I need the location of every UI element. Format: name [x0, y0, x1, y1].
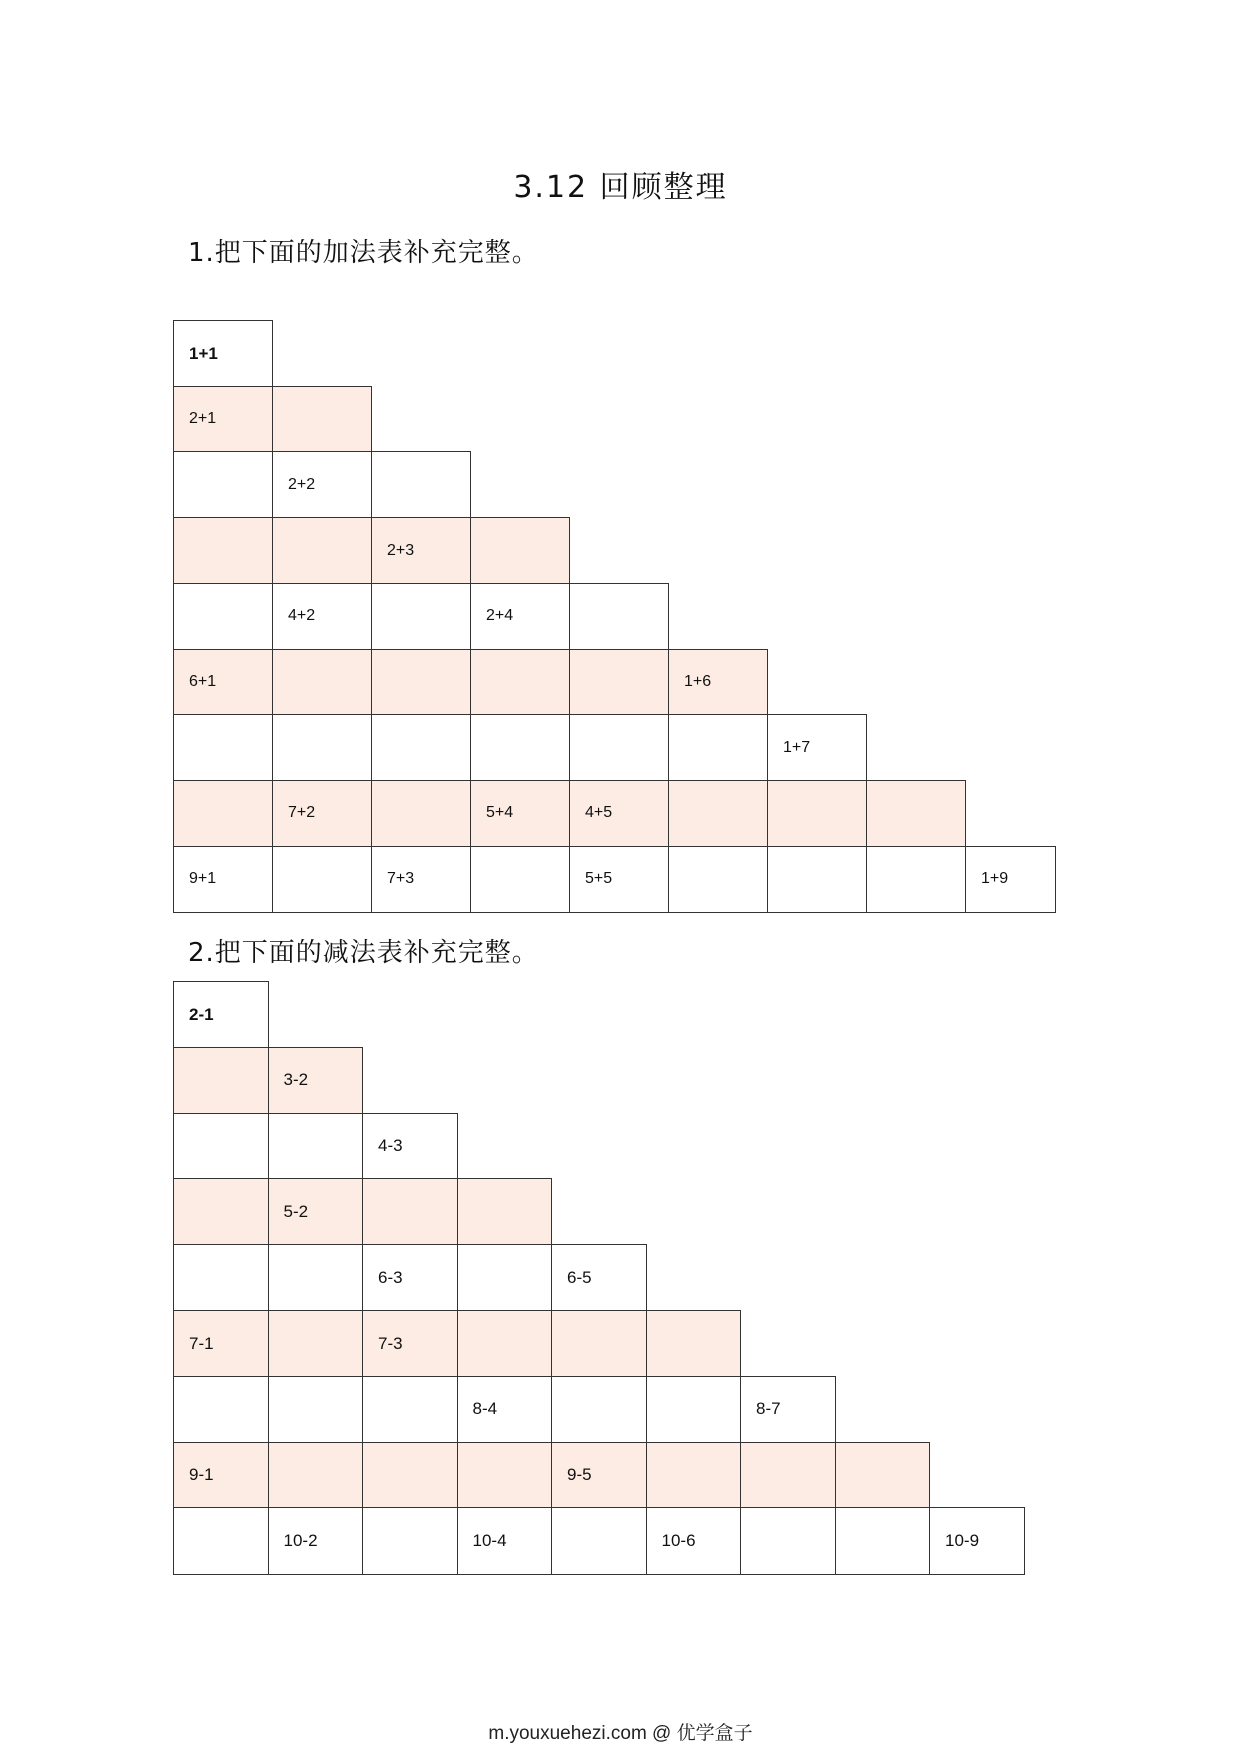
subtraction-cell-r5-c2 — [268, 1244, 364, 1311]
subtraction-cell-r9-c1 — [173, 1507, 269, 1574]
subtraction-table — [173, 981, 1025, 1574]
subtraction-cell-r7-c1 — [173, 1376, 269, 1443]
addition-cell-r9-c9: 1+9 — [965, 846, 1056, 913]
subtraction-cell-r4-c4 — [457, 1178, 553, 1245]
addition-cell-r8-c5: 4+5 — [569, 780, 669, 847]
addition-heading: 1.把下面的加法表补充完整。 — [188, 238, 539, 268]
addition-cell-r6-c4 — [470, 649, 570, 716]
subtraction-cell-r5-c3: 6-3 — [362, 1244, 458, 1311]
subtraction-cell-r8-c6 — [646, 1442, 742, 1509]
subtraction-cell-r9-c2: 10-2 — [268, 1507, 364, 1574]
subtraction-cell-r9-c5 — [551, 1507, 647, 1574]
footer-source: m.youxuehezi.com @ 优学盒子 — [488, 1723, 753, 1744]
addition-cell-r5-c2: 4+2 — [272, 583, 372, 650]
addition-cell-r8-c6 — [668, 780, 768, 847]
addition-cell-r2-c2 — [272, 386, 372, 453]
subtraction-cell-r6-c4 — [457, 1310, 553, 1377]
subtraction-cell-r9-c4: 10-4 — [457, 1507, 553, 1574]
subtraction-cell-r7-c6 — [646, 1376, 742, 1443]
subtraction-cell-r8-c8 — [835, 1442, 931, 1509]
subtraction-cell-r8-c4 — [457, 1442, 553, 1509]
subtraction-cell-r7-c2 — [268, 1376, 364, 1443]
subtraction-cell-r6-c2 — [268, 1310, 364, 1377]
addition-cell-r7-c1 — [173, 714, 273, 781]
addition-cell-r8-c7 — [767, 780, 867, 847]
addition-cell-r3-c2: 2+2 — [272, 451, 372, 518]
addition-cell-r2-c1: 2+1 — [173, 386, 273, 453]
addition-cell-r7-c6 — [668, 714, 768, 781]
subtraction-cell-r6-c6 — [646, 1310, 742, 1377]
addition-cell-r6-c5 — [569, 649, 669, 716]
addition-cell-r5-c5 — [569, 583, 669, 650]
addition-cell-r4-c4 — [470, 517, 570, 584]
subtraction-cell-r9-c6: 10-6 — [646, 1507, 742, 1574]
addition-cell-r7-c4 — [470, 714, 570, 781]
subtraction-cell-r3-c2 — [268, 1113, 364, 1180]
addition-cell-r9-c4 — [470, 846, 570, 913]
addition-cell-r4-c1 — [173, 517, 273, 584]
subtraction-cell-r3-c3: 4-3 — [362, 1113, 458, 1180]
addition-cell-r8-c2: 7+2 — [272, 780, 372, 847]
subtraction-cell-r4-c2: 5-2 — [268, 1178, 364, 1245]
subtraction-cell-r7-c3 — [362, 1376, 458, 1443]
addition-cell-r9-c2 — [272, 846, 372, 913]
subtraction-cell-r4-c1 — [173, 1178, 269, 1245]
subtraction-cell-r8-c7 — [740, 1442, 836, 1509]
addition-cell-r3-c3 — [371, 451, 471, 518]
addition-cell-r1-c1: 1+1 — [173, 320, 273, 387]
addition-cell-r6-c3 — [371, 649, 471, 716]
subtraction-cell-r2-c1 — [173, 1047, 269, 1114]
addition-cell-r6-c6: 1+6 — [668, 649, 768, 716]
addition-cell-r8-c3 — [371, 780, 471, 847]
subtraction-cell-r1-c1: 2-1 — [173, 981, 269, 1048]
addition-cell-r7-c2 — [272, 714, 372, 781]
addition-cell-r5-c4: 2+4 — [470, 583, 570, 650]
addition-cell-r9-c1: 9+1 — [173, 846, 273, 913]
addition-cell-r8-c8 — [866, 780, 966, 847]
addition-cell-r7-c3 — [371, 714, 471, 781]
addition-table — [173, 320, 1060, 912]
subtraction-cell-r9-c8 — [835, 1507, 931, 1574]
subtraction-cell-r2-c2: 3-2 — [268, 1047, 364, 1114]
subtraction-cell-r5-c5: 6-5 — [551, 1244, 647, 1311]
subtraction-cell-r3-c1 — [173, 1113, 269, 1180]
subtraction-cell-r8-c5: 9-5 — [551, 1442, 647, 1509]
addition-cell-r9-c7 — [767, 846, 867, 913]
addition-cell-r5-c3 — [371, 583, 471, 650]
addition-cell-r9-c5: 5+5 — [569, 846, 669, 913]
subtraction-cell-r8-c2 — [268, 1442, 364, 1509]
addition-cell-r5-c1 — [173, 583, 273, 650]
subtraction-cell-r5-c4 — [457, 1244, 553, 1311]
subtraction-cell-r6-c1: 7-1 — [173, 1310, 269, 1377]
addition-cell-r7-c7: 1+7 — [767, 714, 867, 781]
addition-cell-r9-c8 — [866, 846, 966, 913]
subtraction-cell-r5-c1 — [173, 1244, 269, 1311]
subtraction-cell-r9-c7 — [740, 1507, 836, 1574]
subtraction-cell-r6-c5 — [551, 1310, 647, 1377]
page-title: 3.12 回顾整理 — [513, 170, 728, 205]
subtraction-cell-r4-c3 — [362, 1178, 458, 1245]
addition-cell-r6-c1: 6+1 — [173, 649, 273, 716]
addition-cell-r8-c1 — [173, 780, 273, 847]
addition-cell-r9-c6 — [668, 846, 768, 913]
addition-cell-r4-c2 — [272, 517, 372, 584]
addition-cell-r9-c3: 7+3 — [371, 846, 471, 913]
addition-cell-r6-c2 — [272, 649, 372, 716]
subtraction-cell-r6-c3: 7-3 — [362, 1310, 458, 1377]
addition-cell-r8-c4: 5+4 — [470, 780, 570, 847]
addition-cell-r7-c5 — [569, 714, 669, 781]
subtraction-cell-r7-c4: 8-4 — [457, 1376, 553, 1443]
addition-cell-r4-c3: 2+3 — [371, 517, 471, 584]
subtraction-cell-r9-c9: 10-9 — [929, 1507, 1025, 1574]
subtraction-cell-r8-c1: 9-1 — [173, 1442, 269, 1509]
subtraction-heading: 2.把下面的减法表补充完整。 — [188, 938, 539, 968]
subtraction-cell-r9-c3 — [362, 1507, 458, 1574]
subtraction-cell-r7-c7: 8-7 — [740, 1376, 836, 1443]
addition-cell-r3-c1 — [173, 451, 273, 518]
subtraction-cell-r7-c5 — [551, 1376, 647, 1443]
subtraction-cell-r8-c3 — [362, 1442, 458, 1509]
